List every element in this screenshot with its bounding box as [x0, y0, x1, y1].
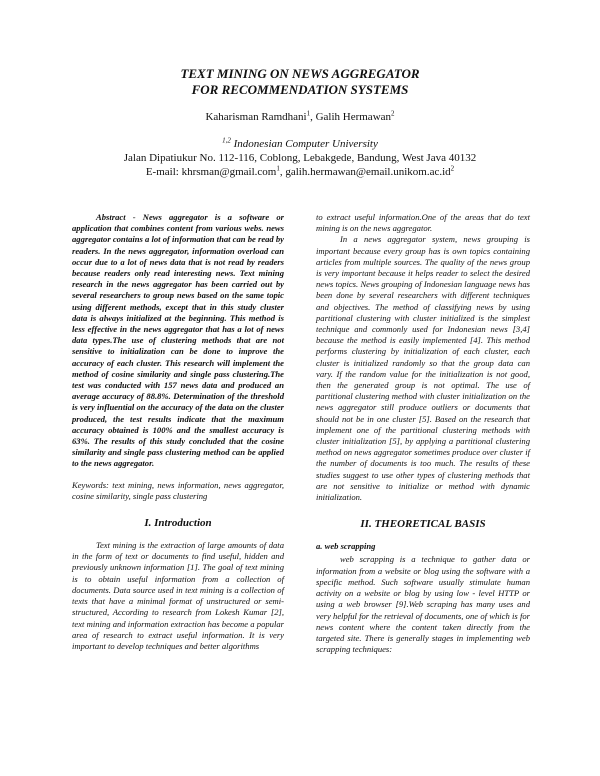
keywords: Keywords: text mining, news information, news aggregator, cosine similarity, single pass clustering	[72, 479, 284, 501]
institution-line	[0, 137, 600, 151]
email-1-sup: 1	[276, 164, 280, 173]
subsection-web-scrapping: a. web scrapping	[316, 541, 376, 552]
email-2-sup: 2	[450, 164, 455, 173]
paper-title	[0, 66, 600, 98]
author-2: Galih Hermawan	[315, 111, 392, 123]
author-separator: ,	[310, 111, 316, 123]
author-1-sup: 1	[306, 109, 311, 118]
email-1[interactable]: khrsman@gmail.com	[181, 166, 277, 178]
title-line-1: TEXT MINING ON NEWS AGGREGATOR	[180, 66, 420, 81]
web-scrapping-paragraph: web scrapping is a technique to gather data or information from a website or blog using the software with a specific method. Such software usually stimulate human activity on a website or blog by using low - level HTTP or using a web browser [9].Web scraping has many uses and very helpful for the retrieval of documents, one of which is for news content where the content taken directly from the targeted site. There is generally stages in implementing web scrapping techniques:	[316, 554, 530, 655]
email-label: E-mail:	[145, 166, 182, 178]
institution-name: Indonesian Computer University	[230, 138, 378, 150]
right-column	[316, 212, 530, 655]
right-paragraph-2: In a news aggregator system, news grouping is important because every group has is own topics containing articles from multiple sources. The quality of the news group is very important because it helps reader to select the desired news topics. News grouping of Indonesian language news has been done by several researchers with different techniques and objectives. The method of classifying news by using partitional clustering with cluster initialized is the simplest technique and commonly used for Indonesian news [3,4] because the method is easily implemented [4]. This method performs clustering by initialization of each cluster, each cluster is initialized randomly so that the group data can vary. If the random value for the initialization is not good, then the generated group is not optimal. The use of partitional clustering method with cluster initialization on the news aggregator still produce outliers or documents that should not be in one cluster [5]. Based on the research that implement one of the partitional clustering methods with cluster initialization [5], by applying a partitional clustering method on news aggregator sometimes produce over cluster if the number of documents is too much. The results of these studies suggest to use other types of clustering methods that are not sensitive to initialize or method with dynamic initialization.	[316, 234, 530, 503]
introduction-paragraph: Text mining is the extraction of large amounts of data in the form of text or documents to find useful, hidden and previously unknown information [1]. The goal of text mining is to obtain useful information from a collection of documents. Data source used in text mining is a collection of texts that have a minimal format of unstructured or semi-structured, According to research from Lokesh Kumar [2], text mining and information extraction has become a popular area of research to extract useful information. It is very important to develop techniques and better algorithms	[72, 540, 284, 651]
email-line	[0, 165, 600, 179]
section-heading-introduction: I. Introduction	[144, 517, 212, 530]
left-column	[72, 212, 284, 652]
abstract: Abstract - News aggregator is a software or application that combines content from various webs. news aggregator contains a lot of information that can be read by readers. In the news aggregator, information overload can occur due to a lot of news data that is not read by readers because readers only read interesting news. Text mining research in the news aggregator has been carried out by several researchers to group news based on the same topic using different methods, except that in this study cluster data is always initialized at the beginning. This method is less effective in the news aggregator that has a lot of news data types.The use of clustering methods that are not sensitive to initialization can be done to improve the accuracy of each cluster. This research will implement the method of cosine similarity and single pass clustering.The test was conducted with 157 news data and produced an average accuracy of 88.8%. Determination of the threshold is very influential on the accuracy of the data on the cluster produced, the test results indicate that the maximum accuracy obtained is 100% and the smallest accuracy is 63%. The results of this study concluded that the cosine similarity and single pass clustering method can be applied to the news aggregator.	[72, 212, 284, 469]
section-heading-theoretical-basis: II. THEORETICAL BASIS	[360, 518, 486, 531]
affil-sup: 1,2	[222, 136, 231, 145]
affiliation-block	[0, 137, 600, 179]
right-paragraph-1: to extract useful information.One of the areas that do text mining is on the news aggregator.	[316, 212, 530, 234]
title-line-2: FOR RECOMMENDATION SYSTEMS	[191, 82, 409, 97]
author-2-sup: 2	[391, 109, 395, 118]
email-separator: ,	[279, 166, 286, 178]
author-1: Kaharisman Ramdhani	[205, 111, 307, 123]
author-list	[0, 110, 600, 124]
address-line: Jalan Dipatiukur No. 112-116, Coblong, Lebakgede, Bandung, West Java 40132	[123, 152, 477, 164]
email-2[interactable]: galih.hermawan@email.unikom.ac.id	[285, 166, 451, 178]
